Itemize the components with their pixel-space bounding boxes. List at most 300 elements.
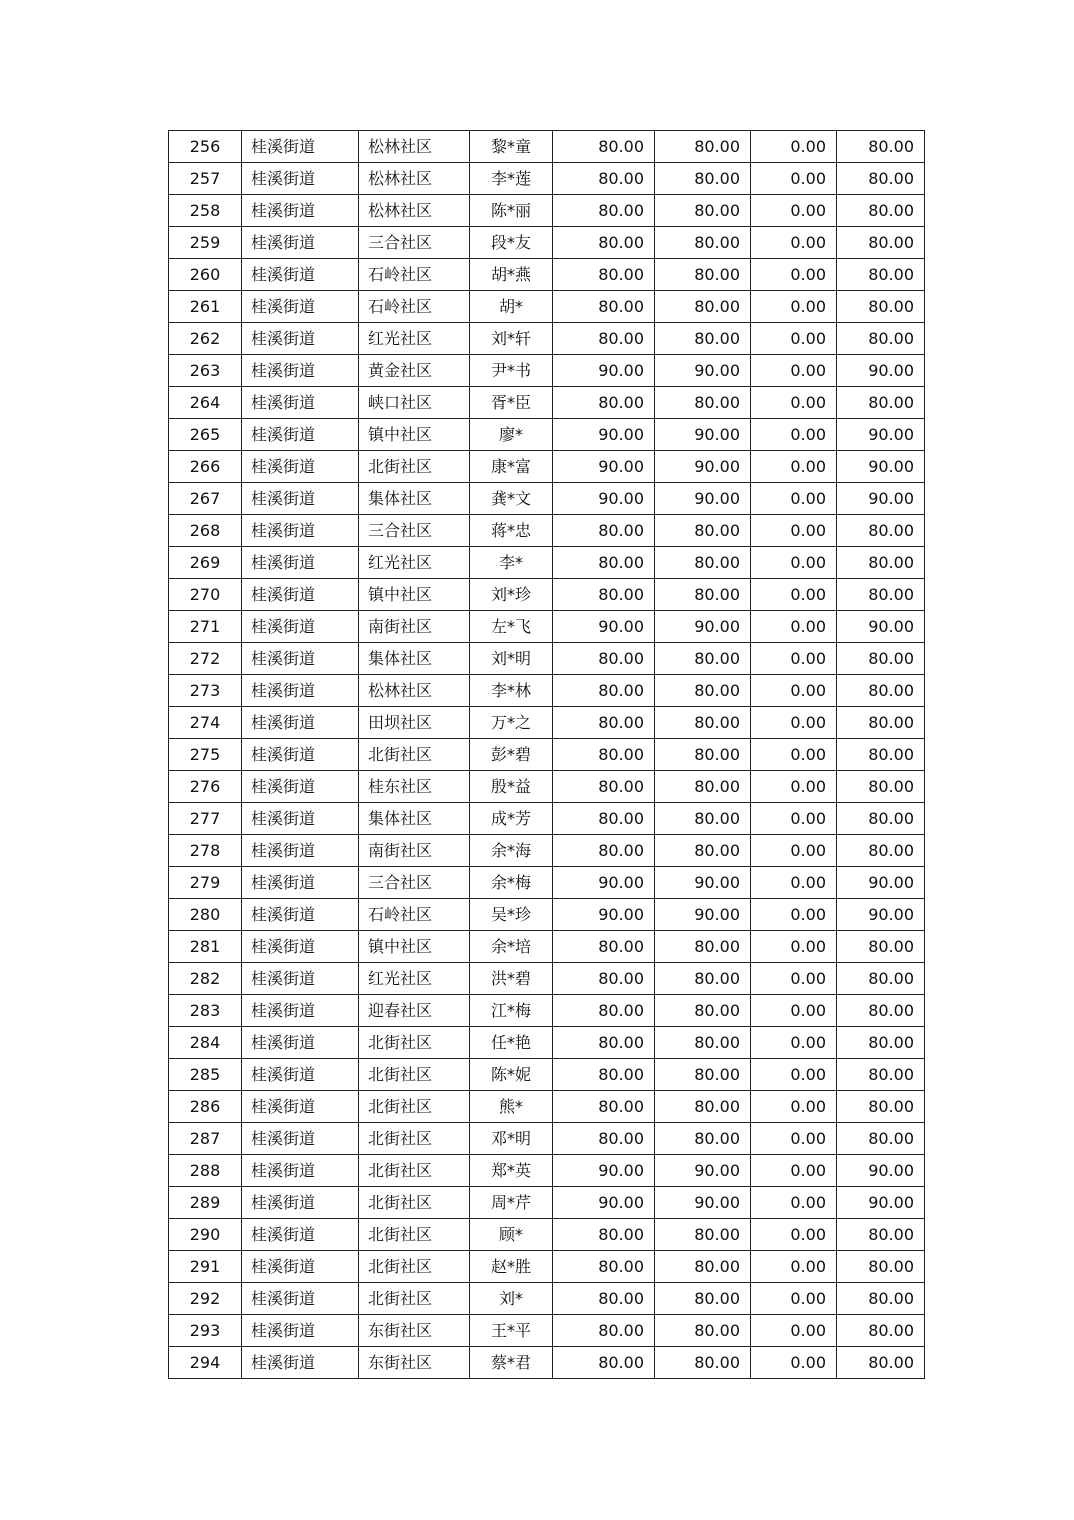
street-cell: 桂溪街道: [242, 1347, 359, 1379]
community-cell: 北街社区: [359, 1219, 470, 1251]
community-cell: 北街社区: [359, 1091, 470, 1123]
amount-cell: 80.00: [655, 963, 751, 995]
table-row: [169, 1059, 925, 1091]
community-cell: 石岭社区: [359, 259, 470, 291]
community-cell: 集体社区: [359, 643, 470, 675]
amount-cell: 90.00: [553, 419, 655, 451]
amount-cell: 90.00: [837, 611, 925, 643]
table-row: [169, 1251, 925, 1283]
community-cell: 北街社区: [359, 739, 470, 771]
amount-cell: 90.00: [837, 419, 925, 451]
amount-cell: 80.00: [553, 931, 655, 963]
street-cell: 桂溪街道: [242, 131, 359, 163]
amount-cell: 0.00: [751, 963, 837, 995]
amount-cell: 80.00: [655, 1283, 751, 1315]
name-cell: 胡*: [470, 291, 553, 323]
amount-cell: 90.00: [837, 867, 925, 899]
table-row: [169, 771, 925, 803]
table-row: [169, 739, 925, 771]
community-cell: 北街社区: [359, 1123, 470, 1155]
amount-cell: 80.00: [553, 515, 655, 547]
row-number-cell: 291: [169, 1251, 242, 1283]
table-row: [169, 227, 925, 259]
table-row: [169, 995, 925, 1027]
amount-cell: 80.00: [655, 195, 751, 227]
amount-cell: 80.00: [553, 963, 655, 995]
row-number-cell: 282: [169, 963, 242, 995]
amount-cell: 0.00: [751, 803, 837, 835]
row-number-cell: 289: [169, 1187, 242, 1219]
amount-cell: 90.00: [655, 1155, 751, 1187]
community-cell: 南街社区: [359, 611, 470, 643]
table-row: [169, 579, 925, 611]
row-number-cell: 262: [169, 323, 242, 355]
amount-cell: 80.00: [655, 387, 751, 419]
community-cell: 红光社区: [359, 323, 470, 355]
amount-cell: 0.00: [751, 323, 837, 355]
name-cell: 任*艳: [470, 1027, 553, 1059]
table-row: [169, 963, 925, 995]
community-cell: 东街社区: [359, 1347, 470, 1379]
row-number-cell: 279: [169, 867, 242, 899]
amount-cell: 80.00: [655, 1251, 751, 1283]
amount-cell: 80.00: [655, 515, 751, 547]
name-cell: 尹*书: [470, 355, 553, 387]
amount-cell: 80.00: [553, 195, 655, 227]
table-row: [169, 899, 925, 931]
community-cell: 三合社区: [359, 867, 470, 899]
amount-cell: 80.00: [837, 643, 925, 675]
amount-cell: 90.00: [655, 867, 751, 899]
amount-cell: 80.00: [553, 323, 655, 355]
name-cell: 陈*妮: [470, 1059, 553, 1091]
community-cell: 北街社区: [359, 1155, 470, 1187]
name-cell: 李*林: [470, 675, 553, 707]
amount-cell: 0.00: [751, 931, 837, 963]
amount-cell: 80.00: [655, 1123, 751, 1155]
row-number-cell: 272: [169, 643, 242, 675]
amount-cell: 80.00: [553, 995, 655, 1027]
row-number-cell: 284: [169, 1027, 242, 1059]
name-cell: 余*海: [470, 835, 553, 867]
street-cell: 桂溪街道: [242, 387, 359, 419]
amount-cell: 80.00: [655, 643, 751, 675]
community-cell: 迎春社区: [359, 995, 470, 1027]
amount-cell: 80.00: [655, 739, 751, 771]
street-cell: 桂溪街道: [242, 355, 359, 387]
community-cell: 北街社区: [359, 451, 470, 483]
amount-cell: 80.00: [837, 259, 925, 291]
amount-cell: 80.00: [553, 131, 655, 163]
name-cell: 刘*珍: [470, 579, 553, 611]
community-cell: 松林社区: [359, 131, 470, 163]
amount-cell: 80.00: [553, 1091, 655, 1123]
name-cell: 段*友: [470, 227, 553, 259]
amount-cell: 80.00: [837, 835, 925, 867]
street-cell: 桂溪街道: [242, 867, 359, 899]
amount-cell: 80.00: [837, 739, 925, 771]
subsidy-table: [168, 130, 925, 1379]
name-cell: 胡*燕: [470, 259, 553, 291]
table-row: [169, 1347, 925, 1379]
table-row: [169, 803, 925, 835]
amount-cell: 80.00: [553, 803, 655, 835]
street-cell: 桂溪街道: [242, 195, 359, 227]
table-row: [169, 131, 925, 163]
row-number-cell: 276: [169, 771, 242, 803]
amount-cell: 80.00: [553, 835, 655, 867]
street-cell: 桂溪街道: [242, 835, 359, 867]
amount-cell: 90.00: [553, 899, 655, 931]
table-row: [169, 1187, 925, 1219]
table-row: [169, 355, 925, 387]
table-row: [169, 195, 925, 227]
amount-cell: 80.00: [655, 995, 751, 1027]
name-cell: 刘*: [470, 1283, 553, 1315]
table-row: [169, 611, 925, 643]
amount-cell: 90.00: [655, 1187, 751, 1219]
row-number-cell: 269: [169, 547, 242, 579]
street-cell: 桂溪街道: [242, 995, 359, 1027]
amount-cell: 80.00: [553, 1219, 655, 1251]
table-row: [169, 835, 925, 867]
amount-cell: 0.00: [751, 1155, 837, 1187]
amount-cell: 0.00: [751, 355, 837, 387]
amount-cell: 90.00: [837, 451, 925, 483]
amount-cell: 80.00: [837, 291, 925, 323]
row-number-cell: 274: [169, 707, 242, 739]
street-cell: 桂溪街道: [242, 547, 359, 579]
table-row: [169, 1091, 925, 1123]
amount-cell: 80.00: [655, 1219, 751, 1251]
amount-cell: 0.00: [751, 259, 837, 291]
street-cell: 桂溪街道: [242, 227, 359, 259]
table-row: [169, 547, 925, 579]
amount-cell: 80.00: [655, 1059, 751, 1091]
row-number-cell: 278: [169, 835, 242, 867]
amount-cell: 80.00: [837, 1091, 925, 1123]
amount-cell: 90.00: [553, 451, 655, 483]
community-cell: 镇中社区: [359, 419, 470, 451]
street-cell: 桂溪街道: [242, 1251, 359, 1283]
amount-cell: 90.00: [837, 1155, 925, 1187]
amount-cell: 0.00: [751, 1315, 837, 1347]
community-cell: 北街社区: [359, 1187, 470, 1219]
table-row: [169, 1315, 925, 1347]
amount-cell: 80.00: [553, 1027, 655, 1059]
street-cell: 桂溪街道: [242, 899, 359, 931]
amount-cell: 80.00: [655, 931, 751, 963]
name-cell: 王*平: [470, 1315, 553, 1347]
row-number-cell: 264: [169, 387, 242, 419]
amount-cell: 0.00: [751, 1219, 837, 1251]
street-cell: 桂溪街道: [242, 419, 359, 451]
street-cell: 桂溪街道: [242, 1187, 359, 1219]
row-number-cell: 270: [169, 579, 242, 611]
row-number-cell: 288: [169, 1155, 242, 1187]
community-cell: 松林社区: [359, 195, 470, 227]
street-cell: 桂溪街道: [242, 707, 359, 739]
name-cell: 刘*轩: [470, 323, 553, 355]
community-cell: 红光社区: [359, 963, 470, 995]
amount-cell: 80.00: [655, 163, 751, 195]
table-row: [169, 323, 925, 355]
amount-cell: 80.00: [553, 547, 655, 579]
amount-cell: 0.00: [751, 835, 837, 867]
community-cell: 北街社区: [359, 1059, 470, 1091]
amount-cell: 90.00: [837, 483, 925, 515]
table-row: [169, 1283, 925, 1315]
amount-cell: 80.00: [837, 131, 925, 163]
community-cell: 松林社区: [359, 163, 470, 195]
amount-cell: 0.00: [751, 1347, 837, 1379]
amount-cell: 0.00: [751, 515, 837, 547]
amount-cell: 90.00: [553, 1155, 655, 1187]
amount-cell: 0.00: [751, 1027, 837, 1059]
table-row: [169, 483, 925, 515]
amount-cell: 0.00: [751, 131, 837, 163]
amount-cell: 0.00: [751, 387, 837, 419]
row-number-cell: 293: [169, 1315, 242, 1347]
name-cell: 成*芳: [470, 803, 553, 835]
row-number-cell: 271: [169, 611, 242, 643]
table-row: [169, 707, 925, 739]
table-row: [169, 643, 925, 675]
amount-cell: 90.00: [553, 355, 655, 387]
row-number-cell: 281: [169, 931, 242, 963]
table-row: [169, 291, 925, 323]
amount-cell: 0.00: [751, 419, 837, 451]
street-cell: 桂溪街道: [242, 611, 359, 643]
community-cell: 三合社区: [359, 515, 470, 547]
table-row: [169, 451, 925, 483]
name-cell: 廖*: [470, 419, 553, 451]
name-cell: 蔡*君: [470, 1347, 553, 1379]
amount-cell: 80.00: [553, 1315, 655, 1347]
amount-cell: 0.00: [751, 1123, 837, 1155]
street-cell: 桂溪街道: [242, 1283, 359, 1315]
street-cell: 桂溪街道: [242, 675, 359, 707]
row-number-cell: 258: [169, 195, 242, 227]
street-cell: 桂溪街道: [242, 931, 359, 963]
name-cell: 龚*文: [470, 483, 553, 515]
community-cell: 南街社区: [359, 835, 470, 867]
amount-cell: 80.00: [553, 707, 655, 739]
amount-cell: 80.00: [655, 547, 751, 579]
community-cell: 集体社区: [359, 803, 470, 835]
amount-cell: 90.00: [553, 483, 655, 515]
row-number-cell: 265: [169, 419, 242, 451]
community-cell: 镇中社区: [359, 931, 470, 963]
amount-cell: 0.00: [751, 1251, 837, 1283]
row-number-cell: 273: [169, 675, 242, 707]
table-row: [169, 419, 925, 451]
row-number-cell: 290: [169, 1219, 242, 1251]
row-number-cell: 267: [169, 483, 242, 515]
amount-cell: 0.00: [751, 579, 837, 611]
row-number-cell: 257: [169, 163, 242, 195]
community-cell: 北街社区: [359, 1251, 470, 1283]
amount-cell: 80.00: [837, 547, 925, 579]
amount-cell: 0.00: [751, 675, 837, 707]
row-number-cell: 259: [169, 227, 242, 259]
table-row: [169, 675, 925, 707]
amount-cell: 80.00: [553, 771, 655, 803]
amount-cell: 80.00: [837, 803, 925, 835]
amount-cell: 80.00: [655, 227, 751, 259]
amount-cell: 80.00: [553, 1251, 655, 1283]
amount-cell: 80.00: [655, 803, 751, 835]
amount-cell: 80.00: [837, 1283, 925, 1315]
amount-cell: 80.00: [837, 1347, 925, 1379]
amount-cell: 0.00: [751, 867, 837, 899]
row-number-cell: 294: [169, 1347, 242, 1379]
name-cell: 周*芹: [470, 1187, 553, 1219]
name-cell: 郑*英: [470, 1155, 553, 1187]
amount-cell: 90.00: [837, 1187, 925, 1219]
name-cell: 刘*明: [470, 643, 553, 675]
amount-cell: 80.00: [837, 771, 925, 803]
amount-cell: 80.00: [837, 227, 925, 259]
street-cell: 桂溪街道: [242, 1155, 359, 1187]
amount-cell: 80.00: [837, 1123, 925, 1155]
name-cell: 万*之: [470, 707, 553, 739]
amount-cell: 80.00: [553, 387, 655, 419]
amount-cell: 80.00: [837, 1251, 925, 1283]
table-row: [169, 163, 925, 195]
amount-cell: 90.00: [655, 419, 751, 451]
table-row: [169, 931, 925, 963]
name-cell: 左*飞: [470, 611, 553, 643]
amount-cell: 0.00: [751, 611, 837, 643]
amount-cell: 0.00: [751, 227, 837, 259]
amount-cell: 80.00: [837, 195, 925, 227]
row-number-cell: 256: [169, 131, 242, 163]
amount-cell: 0.00: [751, 995, 837, 1027]
amount-cell: 90.00: [837, 899, 925, 931]
table-row: [169, 1123, 925, 1155]
row-number-cell: 280: [169, 899, 242, 931]
amount-cell: 80.00: [553, 643, 655, 675]
amount-cell: 80.00: [553, 1059, 655, 1091]
table-row: [169, 1219, 925, 1251]
name-cell: 余*培: [470, 931, 553, 963]
amount-cell: 0.00: [751, 1283, 837, 1315]
street-cell: 桂溪街道: [242, 1091, 359, 1123]
table-row: [169, 867, 925, 899]
amount-cell: 80.00: [655, 675, 751, 707]
amount-cell: 80.00: [837, 963, 925, 995]
street-cell: 桂溪街道: [242, 163, 359, 195]
name-cell: 黎*童: [470, 131, 553, 163]
amount-cell: 80.00: [655, 579, 751, 611]
street-cell: 桂溪街道: [242, 643, 359, 675]
row-number-cell: 260: [169, 259, 242, 291]
amount-cell: 80.00: [655, 1027, 751, 1059]
table-row: [169, 387, 925, 419]
amount-cell: 80.00: [655, 1347, 751, 1379]
amount-cell: 80.00: [655, 707, 751, 739]
community-cell: 石岭社区: [359, 291, 470, 323]
amount-cell: 80.00: [837, 1027, 925, 1059]
amount-cell: 80.00: [553, 1283, 655, 1315]
amount-cell: 90.00: [655, 451, 751, 483]
community-cell: 东街社区: [359, 1315, 470, 1347]
street-cell: 桂溪街道: [242, 451, 359, 483]
amount-cell: 80.00: [553, 1123, 655, 1155]
amount-cell: 80.00: [837, 323, 925, 355]
amount-cell: 0.00: [751, 451, 837, 483]
street-cell: 桂溪街道: [242, 1123, 359, 1155]
amount-cell: 0.00: [751, 707, 837, 739]
name-cell: 余*梅: [470, 867, 553, 899]
amount-cell: 80.00: [655, 291, 751, 323]
amount-cell: 0.00: [751, 547, 837, 579]
name-cell: 陈*丽: [470, 195, 553, 227]
amount-cell: 80.00: [837, 163, 925, 195]
amount-cell: 0.00: [751, 643, 837, 675]
amount-cell: 0.00: [751, 1059, 837, 1091]
street-cell: 桂溪街道: [242, 515, 359, 547]
name-cell: 洪*碧: [470, 963, 553, 995]
amount-cell: 90.00: [655, 899, 751, 931]
amount-cell: 80.00: [837, 1059, 925, 1091]
amount-cell: 80.00: [655, 1315, 751, 1347]
amount-cell: 90.00: [553, 867, 655, 899]
row-number-cell: 266: [169, 451, 242, 483]
amount-cell: 90.00: [655, 483, 751, 515]
amount-cell: 0.00: [751, 1091, 837, 1123]
community-cell: 镇中社区: [359, 579, 470, 611]
table-row: [169, 1155, 925, 1187]
name-cell: 殷*益: [470, 771, 553, 803]
row-number-cell: 263: [169, 355, 242, 387]
name-cell: 江*梅: [470, 995, 553, 1027]
street-cell: 桂溪街道: [242, 291, 359, 323]
name-cell: 顾*: [470, 1219, 553, 1251]
street-cell: 桂溪街道: [242, 1059, 359, 1091]
amount-cell: 0.00: [751, 739, 837, 771]
amount-cell: 80.00: [837, 515, 925, 547]
table-row: [169, 515, 925, 547]
amount-cell: 0.00: [751, 771, 837, 803]
amount-cell: 80.00: [837, 707, 925, 739]
name-cell: 胥*臣: [470, 387, 553, 419]
table-row: [169, 1027, 925, 1059]
street-cell: 桂溪街道: [242, 323, 359, 355]
amount-cell: 80.00: [655, 1091, 751, 1123]
street-cell: 桂溪街道: [242, 963, 359, 995]
street-cell: 桂溪街道: [242, 259, 359, 291]
amount-cell: 0.00: [751, 483, 837, 515]
name-cell: 赵*胜: [470, 1251, 553, 1283]
amount-cell: 80.00: [655, 323, 751, 355]
amount-cell: 90.00: [553, 1187, 655, 1219]
amount-cell: 80.00: [655, 131, 751, 163]
community-cell: 桂东社区: [359, 771, 470, 803]
street-cell: 桂溪街道: [242, 1315, 359, 1347]
row-number-cell: 268: [169, 515, 242, 547]
street-cell: 桂溪街道: [242, 1027, 359, 1059]
amount-cell: 80.00: [837, 1219, 925, 1251]
street-cell: 桂溪街道: [242, 803, 359, 835]
row-number-cell: 285: [169, 1059, 242, 1091]
street-cell: 桂溪街道: [242, 739, 359, 771]
community-cell: 松林社区: [359, 675, 470, 707]
amount-cell: 0.00: [751, 899, 837, 931]
row-number-cell: 287: [169, 1123, 242, 1155]
amount-cell: 0.00: [751, 1187, 837, 1219]
